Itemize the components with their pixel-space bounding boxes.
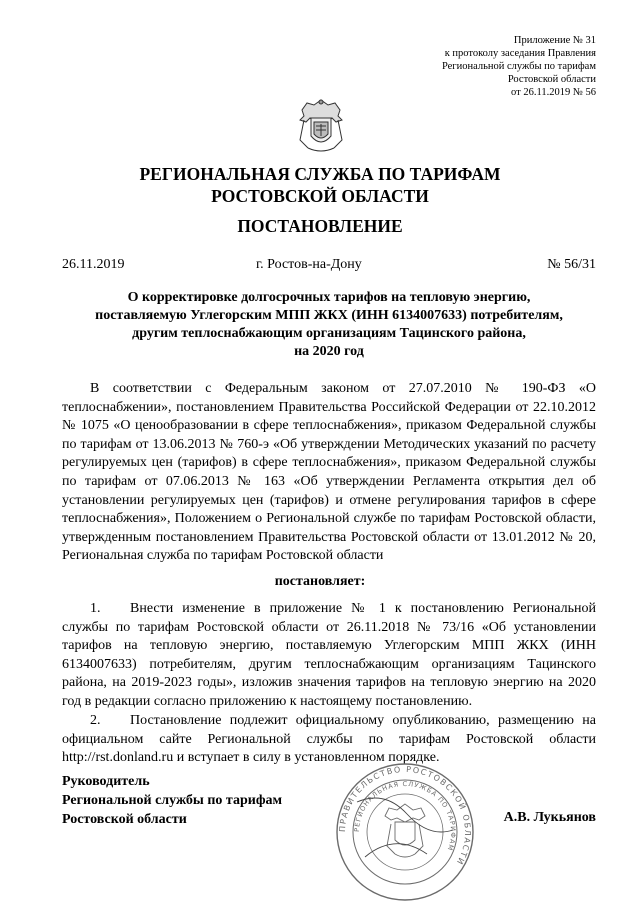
document-date: 26.11.2019 — [62, 257, 125, 272]
subject-line: на 2020 год — [294, 344, 364, 359]
item-text: Постановление подлежит официальному опубликованию, размещению на официальном сайте Региональной службы по тарифам Ростовской области http://rst.donland.ru и вступает в силу в установленном порядке. — [62, 713, 596, 766]
annex-line: к протоколу заседания Правления — [444, 48, 596, 59]
coat-of-arms-icon — [294, 96, 348, 156]
item-text: Внести изменение в приложение № 1 к постановлению Региональной службы по тарифам Ростовской области от 26.11.2018 № 73/16 «Об установлении тарифов на тепловую энергию, поставляемую Углегорским МПП ЖКХ (ИНН 6134007633) потребителям, другим теплоснабжающим организациям Тацинского района, на 2019-2023 годы», изложив значения тарифов на тепловую энергию на 2020 год в редакции согласно приложению к настоящему постановлению. — [62, 601, 596, 709]
resolution-item — [62, 712, 596, 768]
agency-title-line: РОСТОВСКОЙ ОБЛАСТИ — [211, 186, 429, 206]
signatory-title — [62, 772, 282, 829]
preamble-paragraph: В соответствии с Федеральным законом от 27.07.2010 № 190-ФЗ «О теплоснабжении», постановлением Правительства Российской Федерации от 22.10.2012 № 1075 «О ценообразовании в сфере теплоснабжения», приказом Федеральной службы по тарифам от 13.06.2013 № 760-э «Об утверждении Методических указаний по расчету регулируемых цен (тарифов) в сфере теплоснабжения», приказом Федеральной службы по тарифам от 07.06.2013 № 163 «Об утверждении Регламента открытия дел об установлении регулируемых цен (тарифов) и отмене регулирования тарифов в сфере теплоснабжения», Положением о Региональной службе по тарифам Ростовской области, утвержденным постановлением Правительства Ростовской области от 13.01.2012 № 20, Региональная служба по тарифам Ростовской области — [62, 381, 596, 564]
resolves-heading: постановляет: — [274, 574, 366, 589]
document-city: г. Ростов-на-Дону — [256, 257, 362, 272]
item-number: 2. — [90, 713, 101, 728]
document-number: № 56/31 — [547, 257, 596, 272]
document-subject — [62, 289, 596, 361]
annex-line: Приложение № 31 — [513, 35, 596, 46]
annex-line: Ростовской области — [507, 74, 596, 85]
seal-outer-text: ПРАВИТЕЛЬСТВО РОСТОВСКОЙ ОБЛАСТИ — [337, 764, 473, 867]
signatory-name: А.В. Лукьянов — [503, 810, 596, 825]
seal-inner-text: РЕГИОНАЛЬНАЯ СЛУЖБА ПО ТАРИФАМ — [352, 779, 458, 853]
document-type: ПОСТАНОВЛЕНИЕ — [237, 216, 403, 236]
annex-reference — [442, 34, 596, 99]
agency-title — [0, 163, 640, 207]
agency-title-line: РЕГИОНАЛЬНАЯ СЛУЖБА ПО ТАРИФАМ — [139, 164, 501, 184]
signatory-title-line: Ростовской области — [62, 812, 187, 827]
subject-line: другим теплоснабжающим организациям Тацинского района, — [132, 326, 526, 341]
signatory-title-line: Региональной службы по тарифам — [62, 793, 283, 808]
item-number: 1. — [90, 601, 101, 616]
annex-line: Региональной службы по тарифам — [441, 61, 596, 72]
annex-line: от 26.11.2019 № 56 — [511, 87, 596, 98]
subject-line: О корректировке долгосрочных тарифов на тепловую энергию, — [127, 290, 531, 305]
official-seal-icon — [335, 762, 475, 902]
signatory-title-line: Руководитель — [62, 774, 150, 789]
subject-line: поставляемую Углегорским МПП ЖКХ (ИНН 6134007633) потребителям, — [95, 308, 563, 323]
resolution-item — [62, 600, 596, 712]
